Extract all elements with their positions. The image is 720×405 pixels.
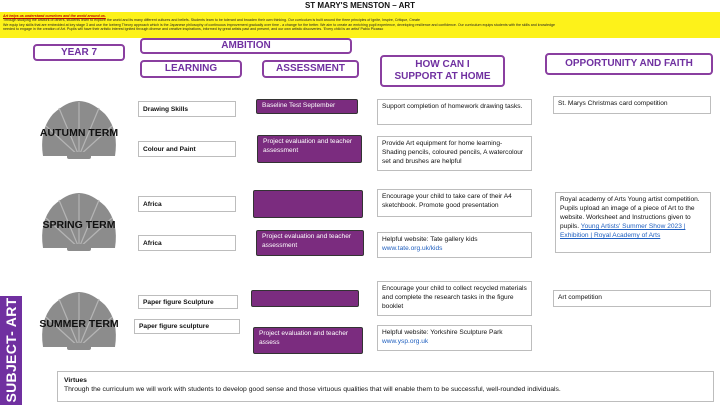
support-cell: Provide Art equipment for home learning- Shading pencils, coloured pencils, A watercolour set and brushes are helpful [377,136,532,171]
support-text: Helpful website: Tate gallery kids [382,236,478,243]
assessment-cell: Project evaluation and teacher assessment [256,230,364,256]
banner-line-2: Through studying the artwork of others, students learn to explore the world and its many different cultures and beliefs. Students learn to be tolerant and broaden their own thinking. Our curriculum is built around the three principles of Ignite, Inspire, Critique, Create [3,18,421,23]
assessment-cell: Project evaluation and teacher assessment [257,135,362,163]
intro-banner [0,12,720,38]
support-cell: Encourage your child to collect recycled materials and complete the research tasks in the figure booklet [377,281,532,316]
banner-line-4: needed to engage in the creation of Art. Pupils will have their artistic interest ignited through diverse and creative inspirations, informed by great artists past and present, and our own artistic discoveries. 'Every child is an artist' Pablo Picasso [3,26,384,31]
assessment-cell: Baseline Test September [256,99,358,114]
subject-label: SUBJECT- ART [3,297,19,403]
virtues-text: Through the curriculum we will work with students to develop good sense and those virtuous qualities that will enable them to be successful, well-rounded individuals. [64,386,561,393]
learning-cell: Africa [138,235,236,251]
assessment-header: ASSESSMENT [262,60,359,78]
learning-cell: Colour and Paint [138,141,236,157]
page-title: ST MARY'S MENSTON – ART [304,1,416,10]
spring-term-label: SPRING TERM [42,219,116,231]
opportunity-cell: St. Marys Christmas card competition [553,96,711,114]
virtues-box [57,371,714,402]
summer-term-shell [37,289,121,351]
assessment-cell: Project evaluation and teacher assess [253,327,363,354]
opportunity-cell: Art competition [553,290,711,307]
banner-line-3: We equip key skills that are embedded at key stage 3 and use the Iceberg Theory approach which is the Japanese philosophy of continuous improvement gradually over time - a change for the better. We aim to create an enriching pupil experience, developing resilience and confidence. Our curriculum equips students with the skills and knowledge [3,22,555,27]
opportunity-cell [555,192,711,253]
support-header: HOW CAN I SUPPORT AT HOME [380,55,505,87]
support-text: Helpful website: Yorkshire Sculpture Park [382,329,503,336]
opportunity-header: OPPORTUNITY AND FAITH [545,53,713,75]
opportunity-text: Royal academy of Arts Young artist competition. Pupils upload an image of a piece of Art to the website. Worksheet and Instructions given to pupils. [560,196,700,230]
assessment-cell [251,290,359,307]
support-cell [377,232,532,258]
learning-header: LEARNING [140,60,242,78]
year-header: YEAR 7 [33,44,125,61]
autumn-term-shell [37,98,121,160]
learning-cell: Paper figure sculpture [134,319,240,334]
virtues-title: Virtues [64,377,87,384]
spring-term-shell [37,190,121,252]
autumn-term-label: AUTUMN TERM [39,127,119,139]
banner-line-1: Art helps us understand ourselves and the world around us. [3,14,106,18]
royal-academy-link[interactable]: Young Artists' Summer Show 2023 | Exhibition | Royal Academy of Arts [560,223,686,239]
ysp-link[interactable]: www.ysp.org.uk [382,338,429,345]
learning-cell: Paper figure Sculpture [138,295,238,309]
tate-kids-link[interactable]: www.tate.org.uk/kids [382,245,443,252]
support-cell [377,325,532,351]
learning-cell: Africa [138,196,236,212]
support-cell: Encourage your child to take care of their A4 sketchbook. Promote good presentation [377,189,532,217]
learning-cell: Drawing Skills [138,101,236,117]
ambition-header: AMBITION [140,38,352,54]
support-cell: Support completion of homework drawing tasks. [377,99,532,125]
summer-term-label: SUMMER TERM [39,318,119,330]
assessment-cell [253,190,363,218]
